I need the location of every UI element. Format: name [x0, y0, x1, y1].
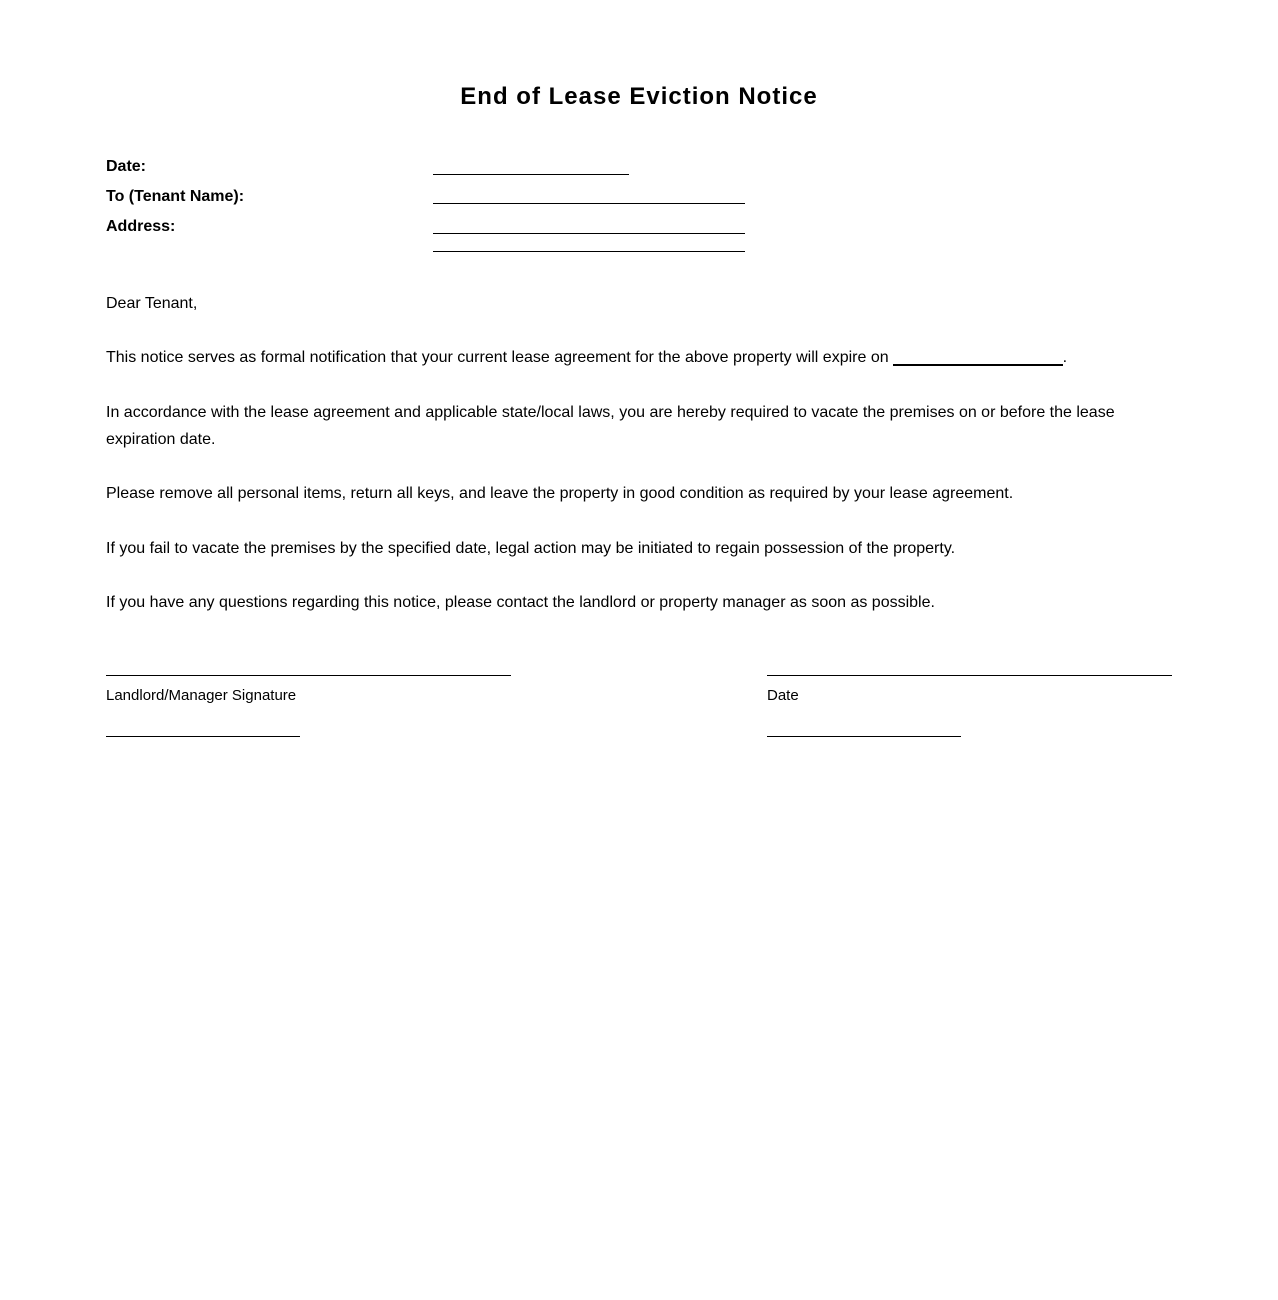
paragraph-remove-items: Please remove all personal items, return all keys, and leave the property in good condition as required by your lease agreement.	[106, 485, 1014, 502]
page-title: End of Lease Eviction Notice	[460, 83, 818, 110]
signature-date-extra-line[interactable]	[767, 736, 961, 737]
date-field-line[interactable]	[433, 174, 629, 175]
tenant-name-field-line[interactable]	[433, 203, 745, 204]
paragraph-legal-action: If you fail to vacate the premises by the specified date, legal action may be initiated to regain possession of the property.	[106, 540, 956, 557]
address-label: Address:	[106, 218, 176, 235]
signature-extra-line[interactable]	[106, 736, 300, 737]
address-field-line-2[interactable]	[433, 251, 745, 252]
salutation: Dear Tenant,	[106, 295, 198, 312]
paragraph-vacate: In accordance with the lease agreement and applicable state/local laws, you are hereby required to vacate the premises on or before the lease expiration date.	[106, 404, 1115, 448]
paragraph-questions: If you have any questions regarding this notice, please contact the landlord or property manager as soon as possible.	[106, 594, 935, 611]
tenant-name-label: To (Tenant Name):	[106, 188, 245, 205]
paragraph-expiration	[106, 344, 1156, 371]
date-label: Date:	[106, 158, 147, 175]
signature-date-label: Date	[767, 687, 799, 704]
paragraph-expiration-text: This notice serves as formal notification that your current lease agreement for the above property will expire on	[106, 349, 889, 366]
expiration-date-blank[interactable]	[893, 348, 1063, 366]
signature-date-line[interactable]	[767, 675, 1172, 676]
signature-line[interactable]	[106, 675, 511, 676]
address-field-line-1[interactable]	[433, 233, 745, 234]
paragraph-expiration-end: .	[1062, 349, 1068, 366]
signature-label: Landlord/Manager Signature	[106, 687, 297, 704]
